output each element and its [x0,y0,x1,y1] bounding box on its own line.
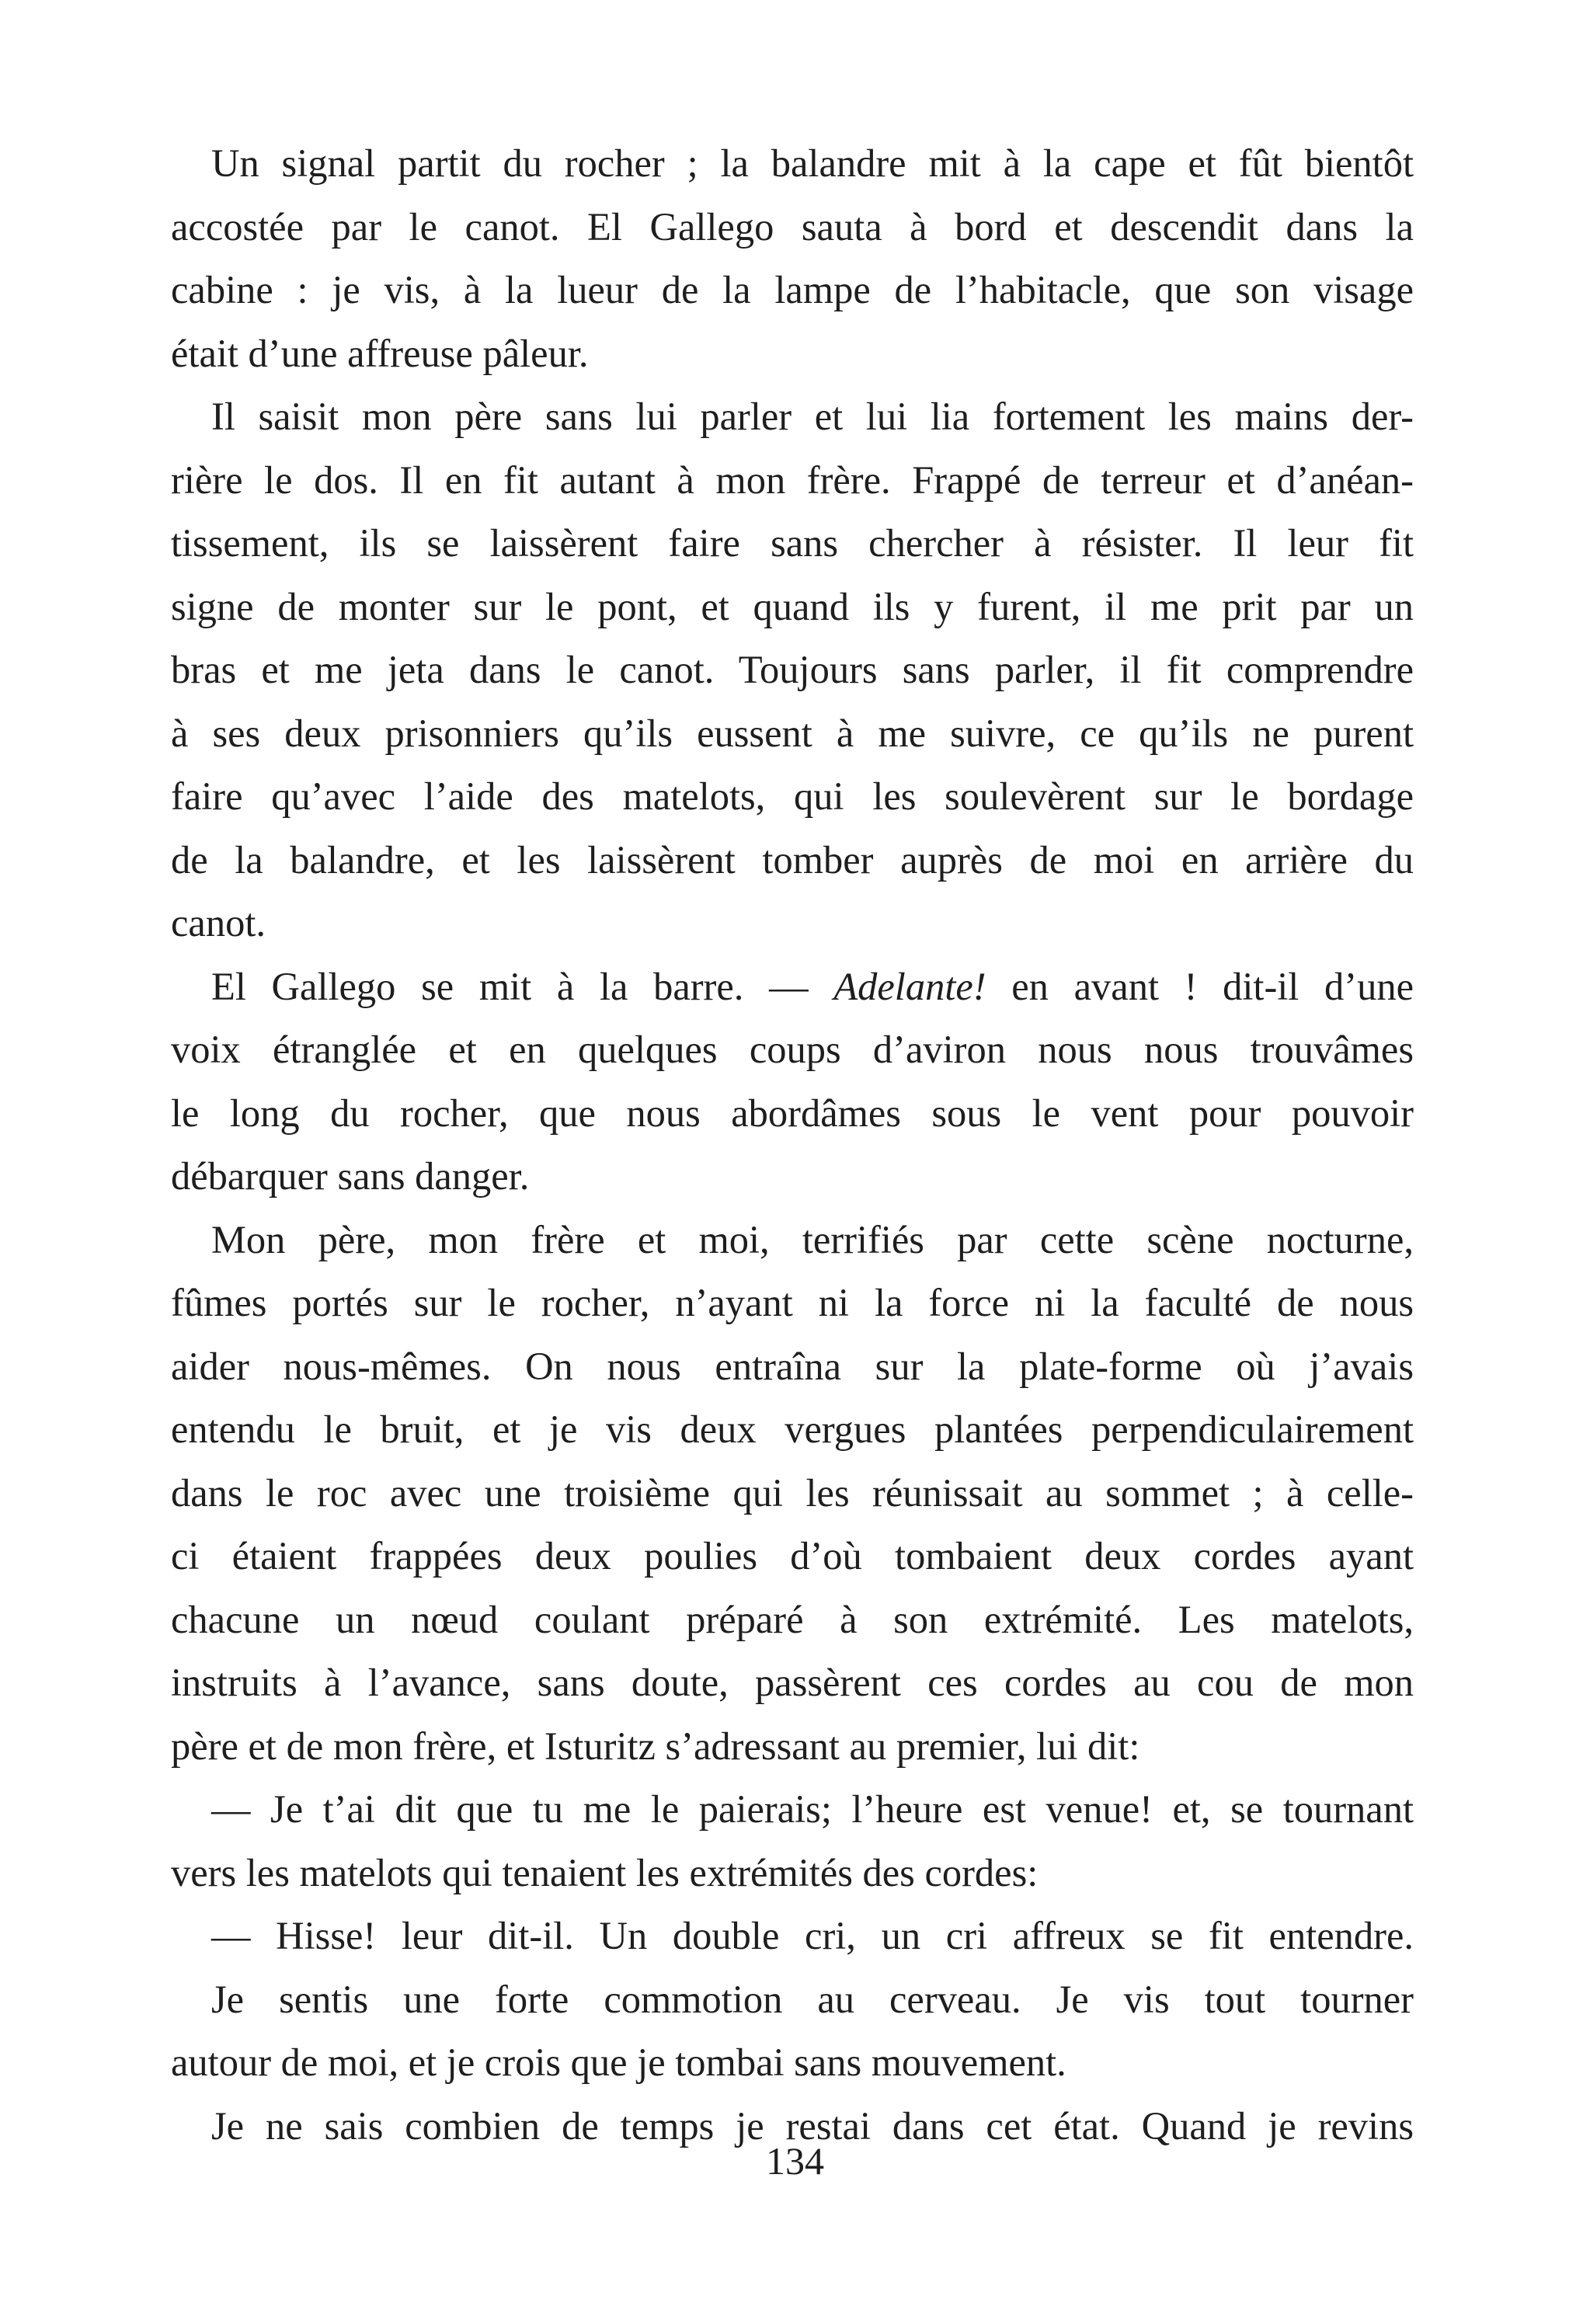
text-line: Je sentis une forte commotion au cerveau. Je vis tout tourner [211,1977,1414,2021]
text-line: Je ne sais combien de temps je restai dans cet état. Quand je revins [211,2103,1414,2148]
paragraph-5 [171,1778,1414,1905]
text-line: aider nous-mêmes. On nous entraîna sur la plate-forme où j’avais [171,1344,1414,1388]
text-line: débarquer sans danger. [171,1154,530,1198]
text-line: Mon père, mon frère et moi, terrifiés par cette scène nocturne, [211,1217,1414,1261]
text-line: autour de moi, et je crois que je tombai sans mouvement. [171,2040,1066,2084]
text-line: accostée par le canot. El Gallego sauta à bord et descendit dans la [171,204,1414,249]
text-line: ci étaient frappées deux poulies d’où tombaient deux cordes ayant [171,1534,1414,1578]
text-line: signe de monter sur le pont, et quand ils y furent, il me prit par un [171,584,1414,628]
text-line: faire qu’avec l’aide des matelots, qui les soulevèrent sur le bordage [171,774,1414,818]
text-line: père et de mon frère, et Isturitz s’adressant au premier, lui dit: [171,1724,1140,1768]
text-line: chacune un nœud coulant préparé à son extrémité. Les matelots, [171,1597,1414,1641]
text-line: — Hisse! leur dit-il. Un double cri, un cri affreux se fit entendre. [211,1914,1414,1957]
text-line: cabine : je vis, à la lueur de la lampe de l’habitacle, que son visage [171,268,1414,311]
text-segment: El Gallego se mit à la barre. — [211,964,834,1008]
paragraph-6 [171,1905,1414,1968]
text-line: entendu le bruit, et je vis deux vergues plantées perpendiculairement [171,1407,1414,1451]
text-line: tissement, ils se laissèrent faire sans chercher à résister. Il leur fit [171,521,1414,565]
text-line: dans le roc avec une troisième qui les réunissait au sommet ; à celle- [171,1470,1414,1515]
text-line: rière le dos. Il en fit autant à mon frère. Frappé de terreur et d’anéan- [171,457,1414,502]
paragraph-3 [171,955,1414,1209]
text-line: était d’une affreuse pâleur. [171,331,589,375]
text-line: voix étranglée et en quelques coups d’aviron nous nous trouvâmes [171,1028,1414,1071]
text-line: bras et me jeta dans le canot. Toujours sans parler, il fit comprendre [171,648,1414,691]
paragraph-2 [171,385,1414,955]
text-line: vers les matelots qui tenaient les extrémités des cordes: [171,1850,1039,1894]
text-line: — Je t’ai dit que tu me le paierais; l’heure est venue! et, se tournant [211,1787,1414,1831]
text-line: Il saisit mon père sans lui parler et lui lia fortement les mains der- [211,395,1414,438]
text-line: le long du rocher, que nous abordâmes sous le vent pour pouvoir [171,1091,1414,1135]
text-line: Un signal partit du rocher ; la balandre mit à la cape et fût bientôt [211,141,1414,185]
paragraph-7 [171,1968,1414,2095]
text-line: à ses deux prisonniers qu’ils eussent à me suivre, ce qu’ils ne purent [171,711,1414,755]
text-segment: en avant ! dit-il d’une [986,964,1414,1008]
italic-exclamation: Adelante! [833,964,986,1008]
text-line: instruits à l’avance, sans doute, passèrent ces cordes au cou de mon [171,1661,1414,1704]
paragraph-1 [171,132,1414,385]
paragraph-4 [171,1209,1414,1779]
text-line: canot. [171,901,266,945]
page-body [171,132,1414,2158]
page-number: 134 [766,2139,824,2183]
text-line: de la balandre, et les laissèrent tomber auprès de moi en arrière du [171,837,1414,882]
text-line-with-italic [171,955,1414,1019]
text-line: fûmes portés sur le rocher, n’ayant ni la force ni la faculté de nous [171,1281,1414,1324]
